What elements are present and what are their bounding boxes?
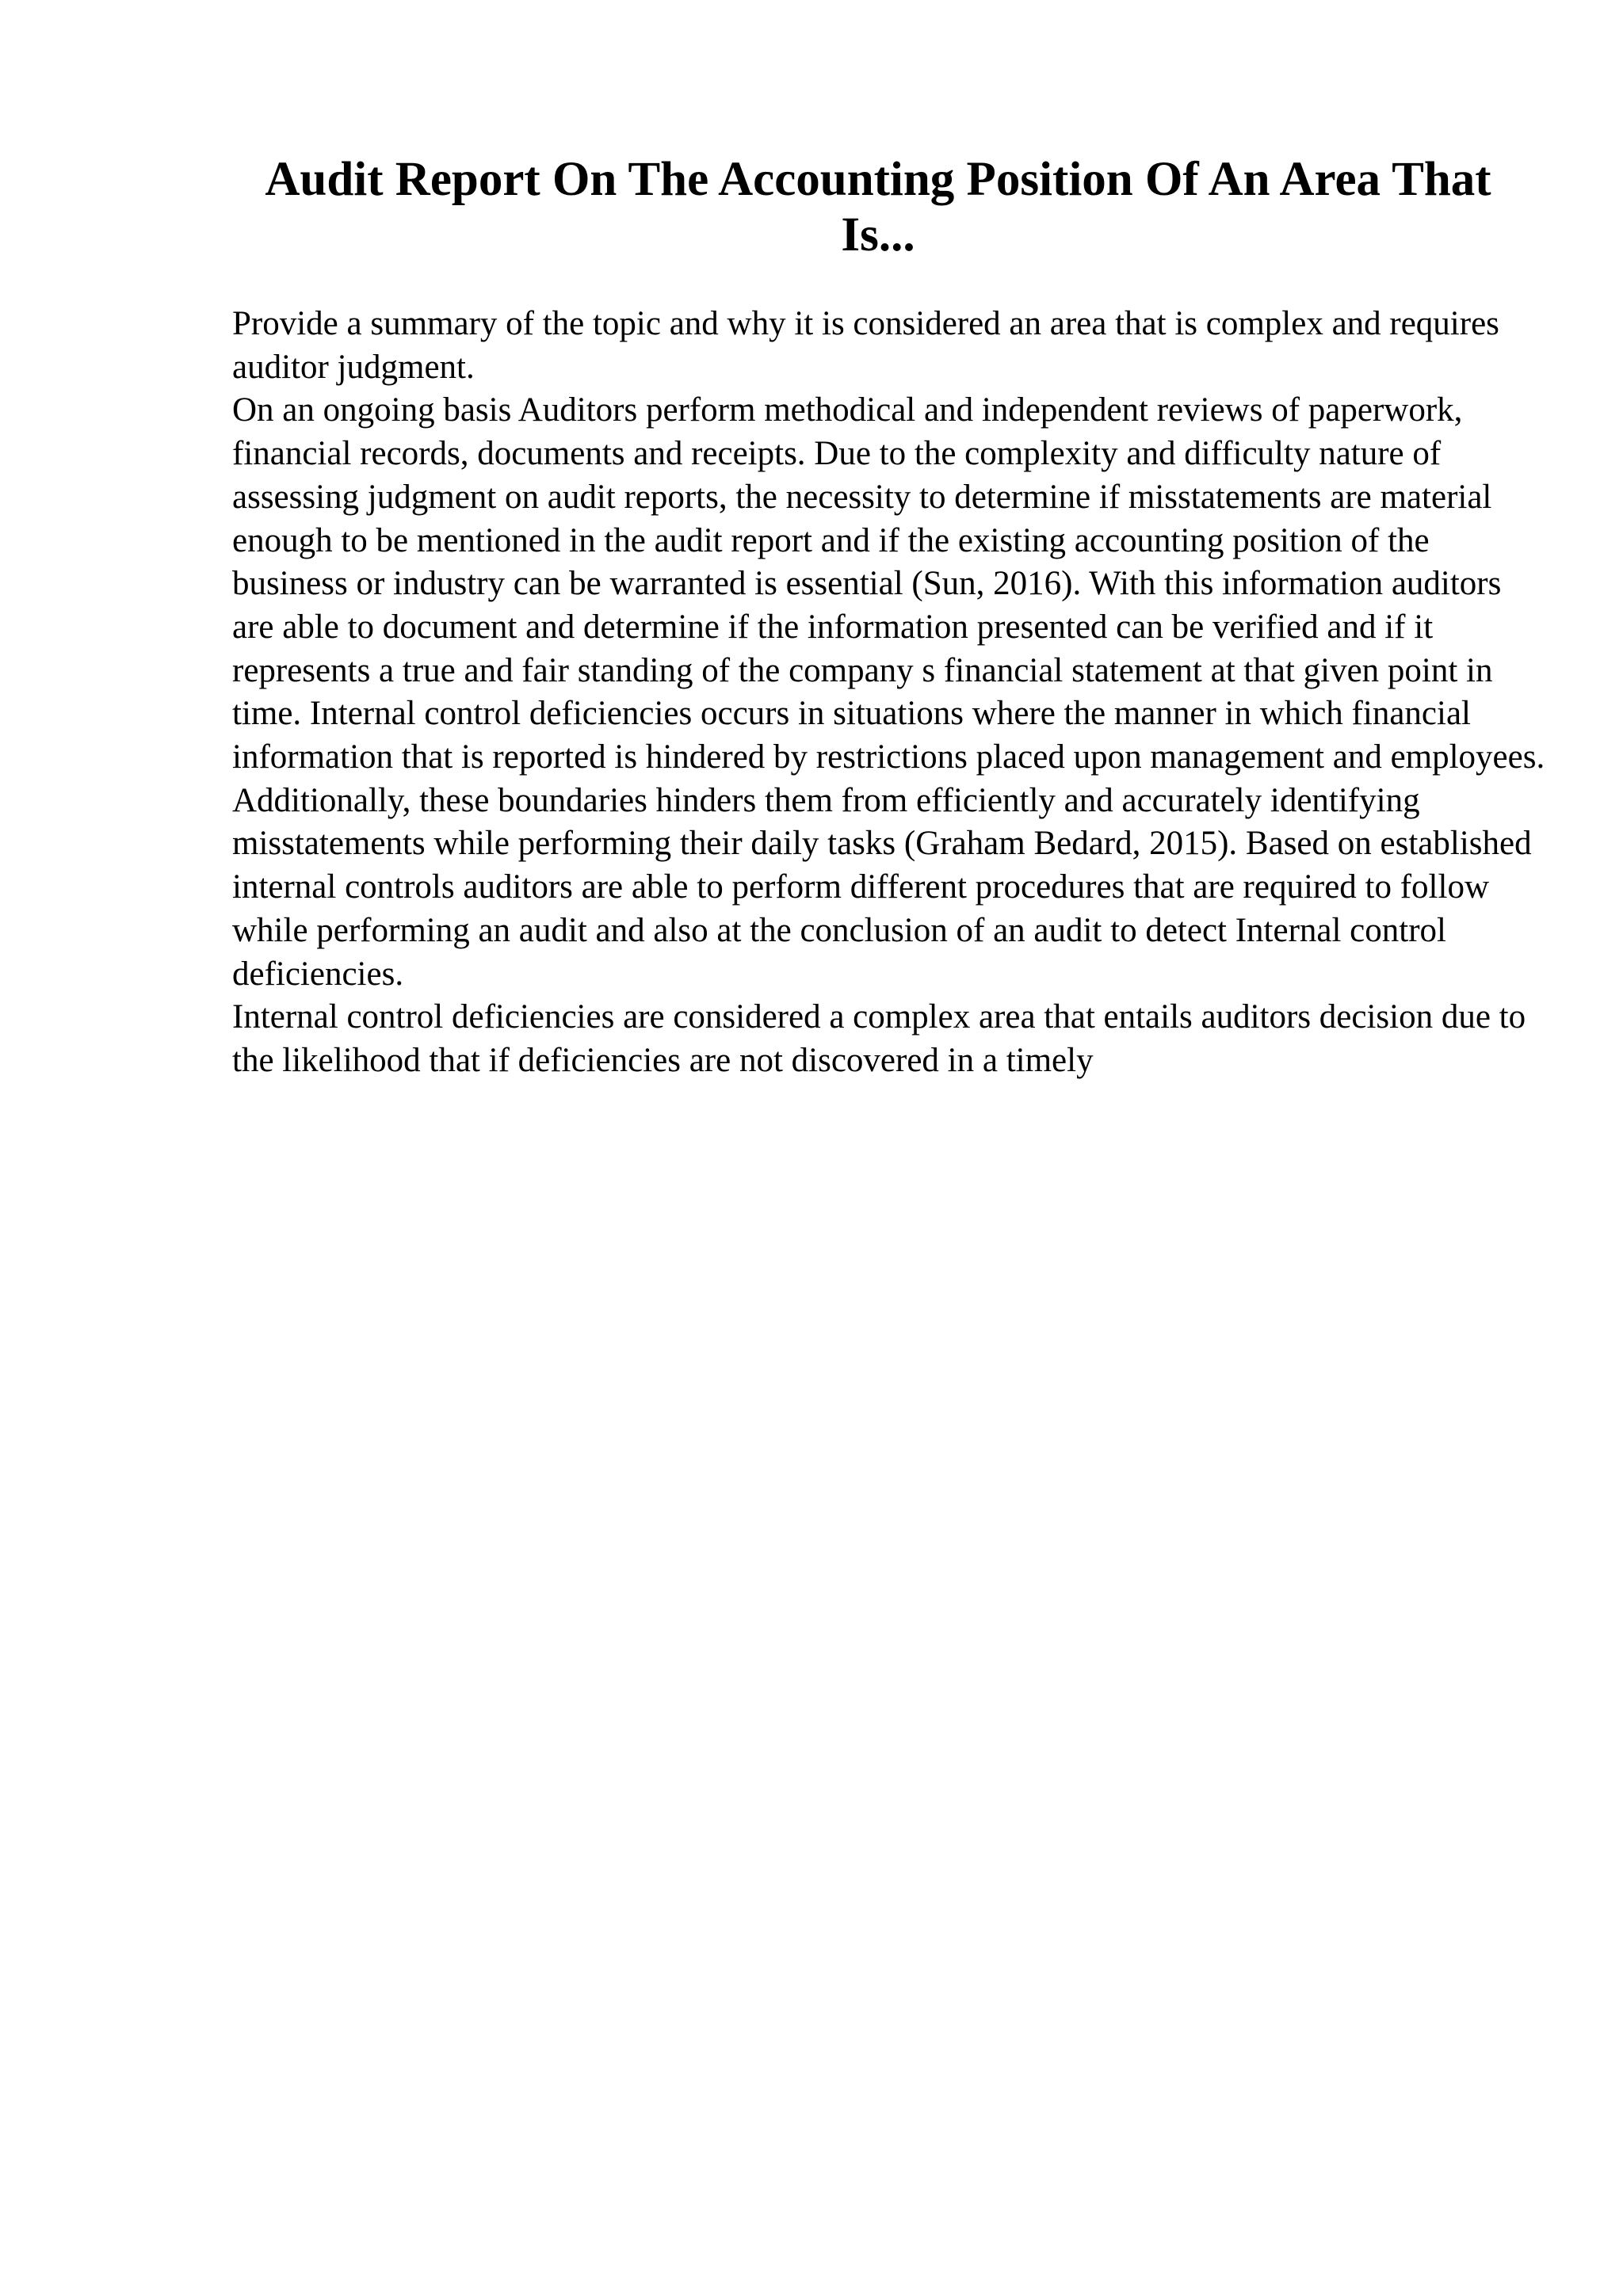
paragraph-auditor-reviews: On an ongoing basis Auditors perform methodical and independent reviews of paperwork, financial records, documents and receipts. Due to the complexity and difficulty nature of assessing judgment on audit reports, the necessity to determine if misstatements are material enough to be mentioned in the audit report and if the existing accounting position of the business or industry can be warranted is essential (Sun, 2016). With this information auditors are able to document and determine if the information presented can be verified and if it represents a true and fair standing of the company s financial statement at that given point in time. Internal control deficiencies occurs in situations where the manner in which financial information that is reported is hindered by restrictions placed upon management and employees. Additionally, these boundaries hinders them from efficiently and accurately identifying misstatements while performing their daily tasks (Graham Bedard, 2015). Based on established internal controls auditors are able to perform different procedures that are required to follow while performing an audit and also at the conclusion of an audit to detect Internal control deficiencies. — [232, 391, 1545, 993]
document-body — [232, 303, 1548, 1083]
document-title: Audit Report On The Accounting Position Of An Area That Is... — [265, 153, 1491, 261]
paragraph-summary-prompt: Provide a summary of the topic and why it is considered an area that is complex and requires auditor judgment. — [232, 305, 1499, 386]
paragraph-internal-control: Internal control deficiencies are considered a complex area that entails auditors decision due to the likelihood that if deficiencies are not discovered in a timely — [232, 998, 1526, 1079]
